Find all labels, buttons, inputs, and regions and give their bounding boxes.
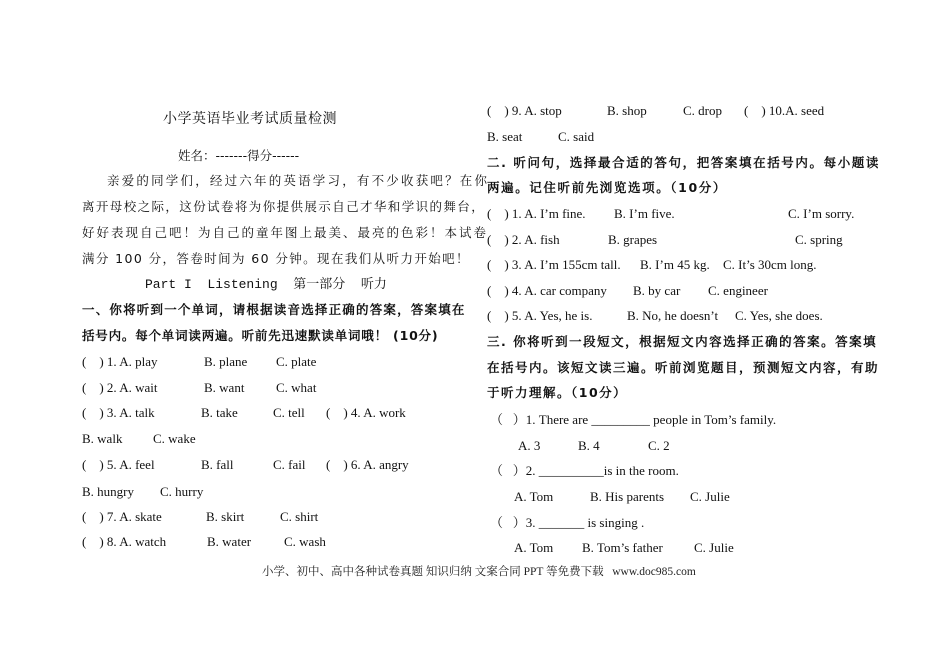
- option: B. skirt: [206, 509, 245, 524]
- question-stem: ( ) 2. A. wait: [82, 380, 158, 395]
- name-score-line: 姓名：-------得分------: [178, 148, 300, 163]
- option: B. fall: [201, 457, 234, 472]
- option: B. hungry: [82, 484, 134, 499]
- page-title: 小学英语毕业考试质量检测: [163, 111, 337, 127]
- option: A. 3: [518, 438, 541, 453]
- option: B. seat: [487, 129, 523, 144]
- option: B. No, he doesn’t: [627, 308, 719, 323]
- footer-text: 小学、初中、高中各种试卷真题 知识归纳 文案合同 PPT 等免费下载 www.doc985.com: [262, 566, 696, 578]
- option: B. shop: [607, 103, 647, 118]
- section2-instructions: 二. 听问句，选择最合适的答句，把答案填在括号内。每小题读: [487, 155, 881, 170]
- intro-line: 满分 100 分，答卷时间为 60 分钟。现在我们从听力开始吧！: [82, 251, 470, 266]
- intro-line: 亲爱的同学们，经过六年的英语学习，有不少收获吧？在你: [107, 173, 490, 188]
- part-heading: Part I Listening 第一部分 听力: [145, 277, 387, 292]
- question-stem: ( ) 9. A. stop: [487, 103, 562, 118]
- option: C. wake: [153, 431, 196, 446]
- question-stem: ( ) 3. A. I’m 155cm tall.: [487, 257, 621, 272]
- option: C. It’s 30cm long.: [723, 257, 817, 272]
- option: B. His parents: [590, 489, 665, 504]
- option: C. shirt: [280, 509, 319, 524]
- question-stem: ( ) 3. A. talk: [82, 405, 155, 420]
- question-stem: ( ) 1. A. play: [82, 354, 158, 369]
- option: C. plate: [276, 354, 317, 369]
- option: B. grapes: [608, 232, 658, 247]
- question-stem: ( ) 5. A. feel: [82, 457, 155, 472]
- option: B. Tom’s father: [582, 540, 663, 555]
- option: A. Tom: [514, 540, 554, 555]
- option: C. 2: [648, 438, 670, 453]
- option: B. plane: [204, 354, 248, 369]
- option: B. by car: [633, 283, 681, 298]
- option: B. I’m 45 kg.: [640, 257, 710, 272]
- option: B. I’m five.: [614, 206, 675, 221]
- option: C. tell: [273, 405, 305, 420]
- question-stem: ( ) 8. A. watch: [82, 534, 167, 549]
- option: B. want: [204, 380, 245, 395]
- option: C. spring: [795, 232, 843, 247]
- option: C. said: [558, 129, 595, 144]
- option: C. wash: [284, 534, 326, 549]
- question-stem: （ ）1. There are _________ people in Tom’s family.: [490, 412, 777, 427]
- question-stem: （ ）3. _______ is singing .: [490, 515, 645, 530]
- section1-instructions: 括号内。每个单词读两遍。听前先迅速默读单词哦！ (10分): [82, 328, 439, 343]
- option: B. walk: [82, 431, 123, 446]
- section1-instructions: 一、你将听到一个单词，请根据读音选择正确的答案，答案填在: [82, 302, 466, 317]
- option: C. I’m sorry.: [788, 206, 855, 221]
- section3-instructions: 三. 你将听到一段短文，根据短文内容选择正确的答案。答案填: [487, 334, 878, 349]
- option: A. Tom: [514, 489, 554, 504]
- question-stem: ( ) 1. A. I’m fine.: [487, 206, 586, 221]
- option: C. hurry: [160, 484, 204, 499]
- question-stem: ( ) 2. A. fish: [487, 232, 560, 247]
- question-stem: ( ) 4. A. work: [326, 405, 406, 420]
- option: C. engineer: [708, 283, 768, 298]
- intro-line: 好好表现自己吧！为自己的童年图上最美、最亮的色彩！本试卷: [82, 225, 489, 240]
- option: C. Julie: [690, 489, 730, 504]
- option: B. 4: [578, 438, 600, 453]
- question-stem: ( ) 10.A. seed: [744, 103, 825, 118]
- intro-line: 离开母校之际，这份试卷将为你提供展示自己才华和学识的舞台，: [82, 199, 486, 214]
- option: C. drop: [683, 103, 722, 118]
- option: C. Julie: [694, 540, 734, 555]
- option: B. water: [207, 534, 252, 549]
- option: C. fail: [273, 457, 306, 472]
- section3-instructions: 在括号内。该短文读三遍。听前浏览题目，预测短文内容，有助: [487, 360, 880, 375]
- question-stem: ( ) 4. A. car company: [487, 283, 607, 298]
- section2-instructions: 两遍。记住听前先浏览选项。（10分）: [487, 180, 727, 195]
- question-stem: ( ) 5. A. Yes, he is.: [487, 308, 593, 323]
- option: B. take: [201, 405, 238, 420]
- question-stem: ( ) 7. A. skate: [82, 509, 162, 524]
- question-stem: （ ）2. __________is in the room.: [490, 463, 679, 478]
- question-stem: ( ) 6. A. angry: [326, 457, 409, 472]
- option: C. what: [276, 380, 317, 395]
- section3-instructions: 于听力理解。（10分）: [487, 385, 628, 400]
- option: C. Yes, she does.: [735, 308, 823, 323]
